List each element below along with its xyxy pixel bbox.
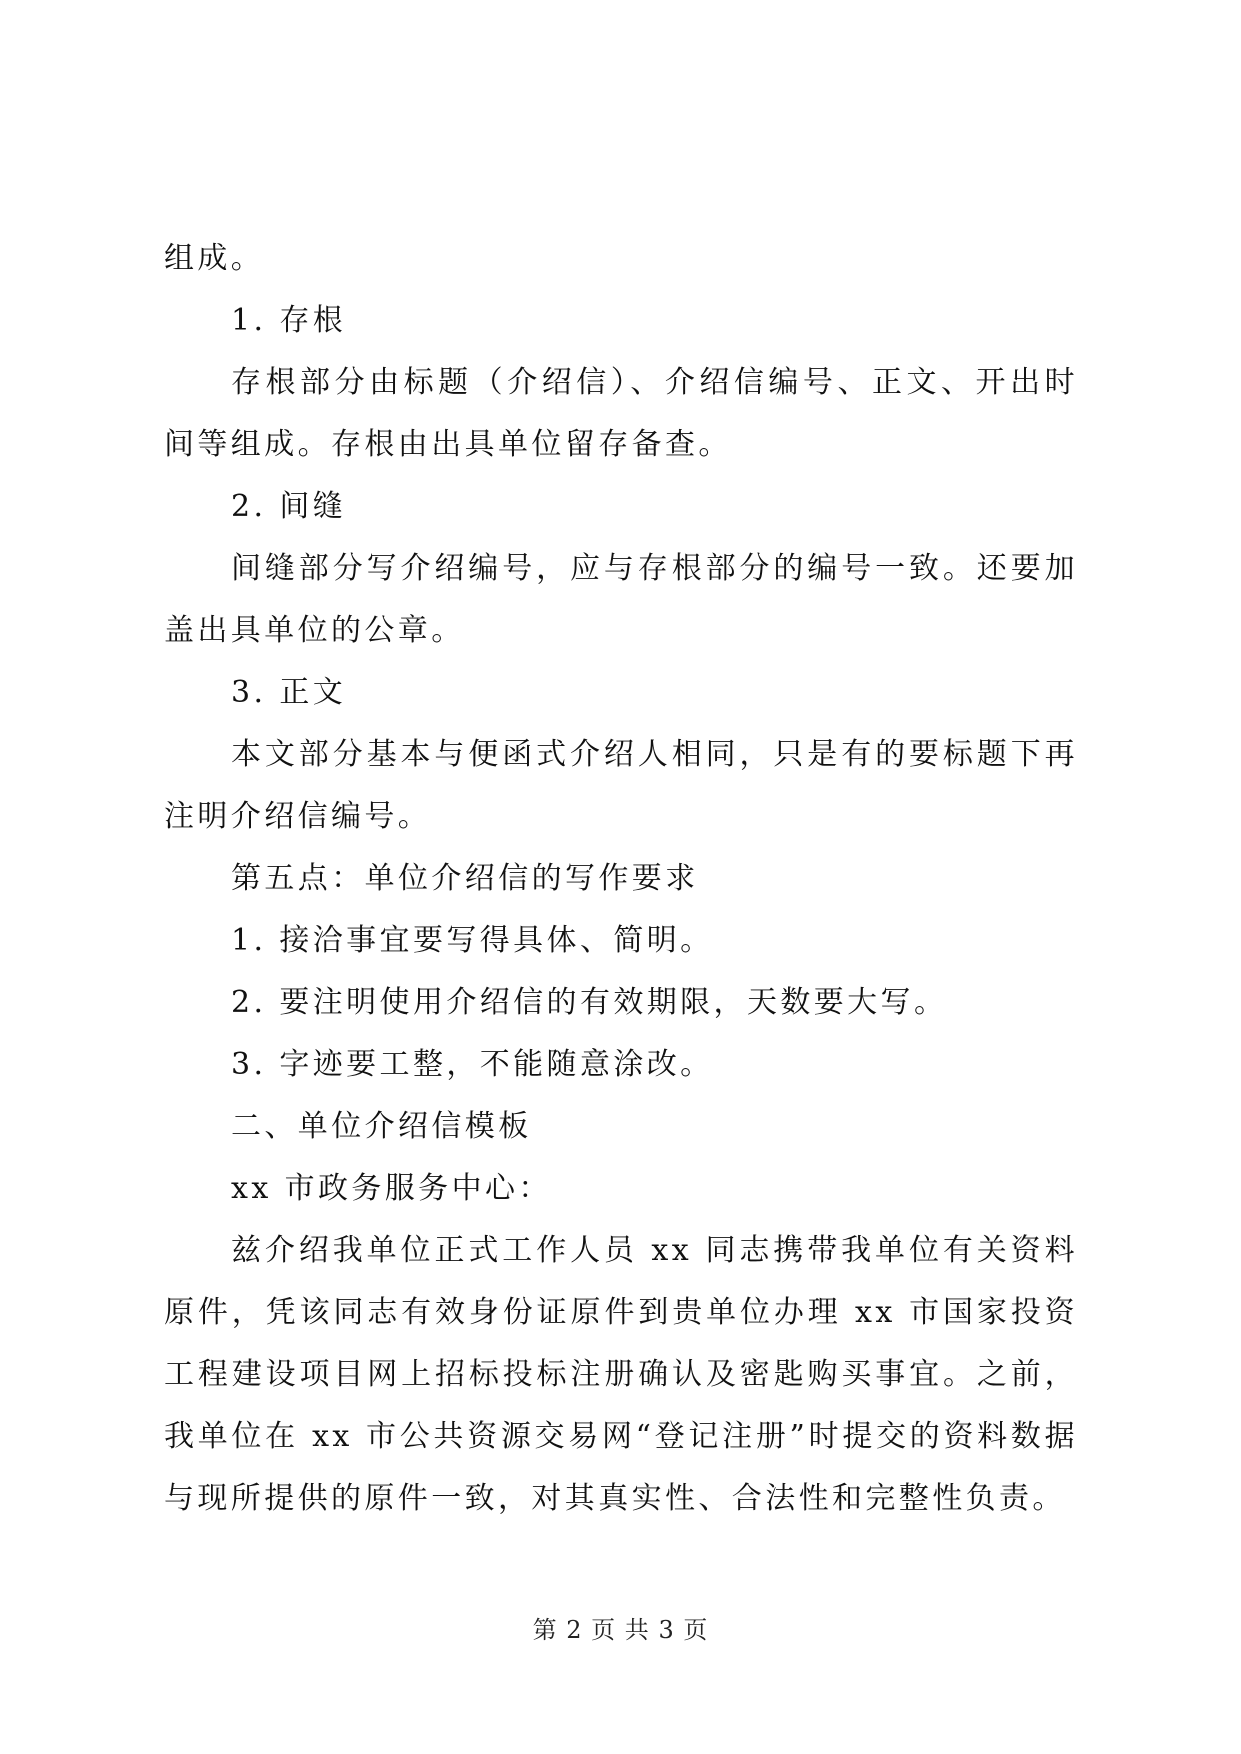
heading-stub: 1. 存根 (231, 303, 347, 338)
requirement-item-2: 2. 要注明使用介绍信的有效期限，天数要大写。 (231, 985, 948, 1020)
heading-body-text: 3. 正文 (231, 675, 347, 710)
paragraph-body-description: 本文部分基本与便函式介绍人相同，只是有的要标题下再注明介绍信编号。 (164, 737, 1078, 834)
paragraph-continuation: 组成。 (164, 241, 265, 276)
letter-salutation: xx 市政务服务中心： (231, 1171, 552, 1206)
page-footer: 第 2 页 共 3 页 (532, 1616, 709, 1644)
paragraph-seam-description: 间缝部分写介绍编号，应与存根部分的编号一致。还要加盖出具单位的公章。 (164, 551, 1078, 648)
requirement-item-3: 3. 字迹要工整，不能随意涂改。 (231, 1047, 714, 1082)
section-heading-template: 二、单位介绍信模板 (231, 1109, 532, 1144)
letter-body: 兹介绍我单位正式工作人员 xx 同志携带我单位有关资料原件，凭该同志有效身份证原件到贵单位办理 xx 市国家投资工程建设项目网上招标投标注册确认及密匙购买事宜。之前，我单位在 xx 市公共资源交易网“登记注册”时提交的资料数据与现所提供的原件一致，对其真实性、合法性和完整性负责。 (164, 1233, 1078, 1516)
heading-seam: 2. 间缝 (231, 489, 347, 524)
paragraph-stub-description: 存根部分由标题（介绍信）、介绍信编号、正文、开出时间等组成。存根由出具单位留存备查。 (164, 365, 1078, 462)
document-body (164, 228, 1078, 1530)
requirement-item-1: 1. 接洽事宜要写得具体、简明。 (231, 923, 714, 958)
section-heading-writing-requirements: 第五点：单位介绍信的写作要求 (231, 861, 699, 896)
